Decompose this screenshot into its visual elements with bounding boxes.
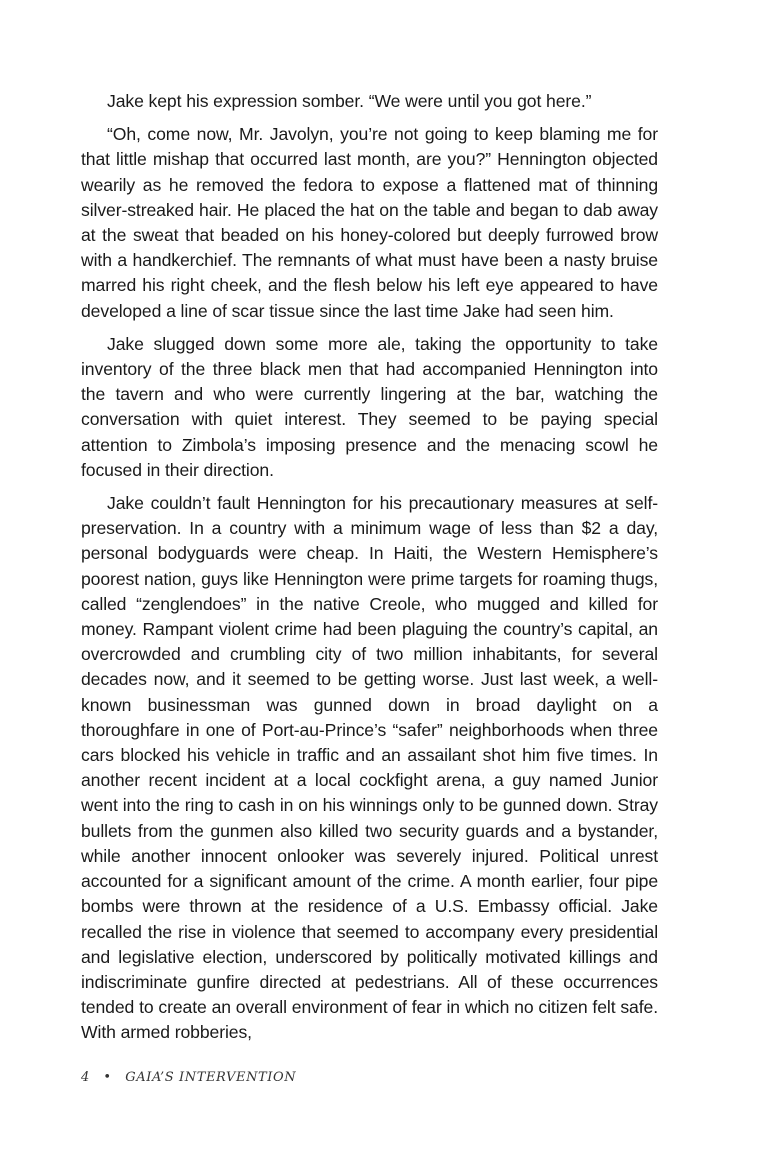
running-title: GAIA’S INTERVENTION — [125, 1070, 297, 1085]
page-number: 4 — [81, 1070, 90, 1085]
paragraph-1: Jake kept his expression somber. “We were until you got here.” — [107, 91, 592, 111]
body-text — [81, 89, 658, 1054]
paragraph-3: Jake slugged down some more ale, taking the opportunity to take inventory of the three black men that had accompanied Hennington into the tavern and who were currently lingering at the bar, watching the conversation with quiet interest. They seemed to be paying special attention to Zimbola’s imposing presence and the menacing scowl he focused in their direction. — [81, 333, 658, 480]
paragraph-4: Jake couldn’t fault Hennington for his precautionary measures at self-preservation. In a country with a minimum wage of less than $2 a day, personal bodyguards were cheap. In Haiti, the Western Hemisphere’s poorest nation, guys like Hennington were prime targets for roaming thugs, called “zenglendoes” in the native Creole, who mugged and killed for money. Rampant violent crime had been plaguing the country’s capital, an overcrowded and crumbling city of two million inhabitants, for several decades now, and it seemed to be getting worse. Just last week, a well-known businessman was gunned down in broad daylight on a thoroughfare in one of Port-au-Prince’s “safer” neighborhoods when three cars blocked his vehicle in traffic and an assailant shot him five times. In another recent incident at a local cockfight arena, a guy named Junior went into the ring to cash in on his winnings only to be gunned down. Stray bullets from the gunmen also killed two security guards and a bystander, while another innocent onlooker was severely injured. Political unrest accounted for a significant amount of the crime. A month earlier, four pipe bombs were thrown at the residence of a U.S. Embassy official. Jake recalled the rise in violence that seemed to accompany every presidential and legislative election, underscored by politically motivated killings and indiscriminate gunfire directed at pedestrians. All of these occurrences tended to create an overall environment of fear in which no citizen felt safe. With armed robberies, — [81, 493, 658, 1043]
paragraph-2: “Oh, come now, Mr. Javolyn, you’re not going to keep blaming me for that little mishap that occurred last month, are you?” Hennington objected wearily as he removed the fedora to expose a flattened mat of thinning silver-streaked hair. He placed the hat on the table and began to dab away at the sweat that beaded on his honey-colored but deeply furrowed brow with a handkerchief. The remnants of what must have been a nasty bruise marred his right cheek, and the flesh below his left eye appeared to have developed a line of scar tissue since the last time Jake had seen him. — [81, 124, 658, 321]
footer-separator: • — [103, 1070, 112, 1085]
page-footer — [81, 1070, 296, 1085]
